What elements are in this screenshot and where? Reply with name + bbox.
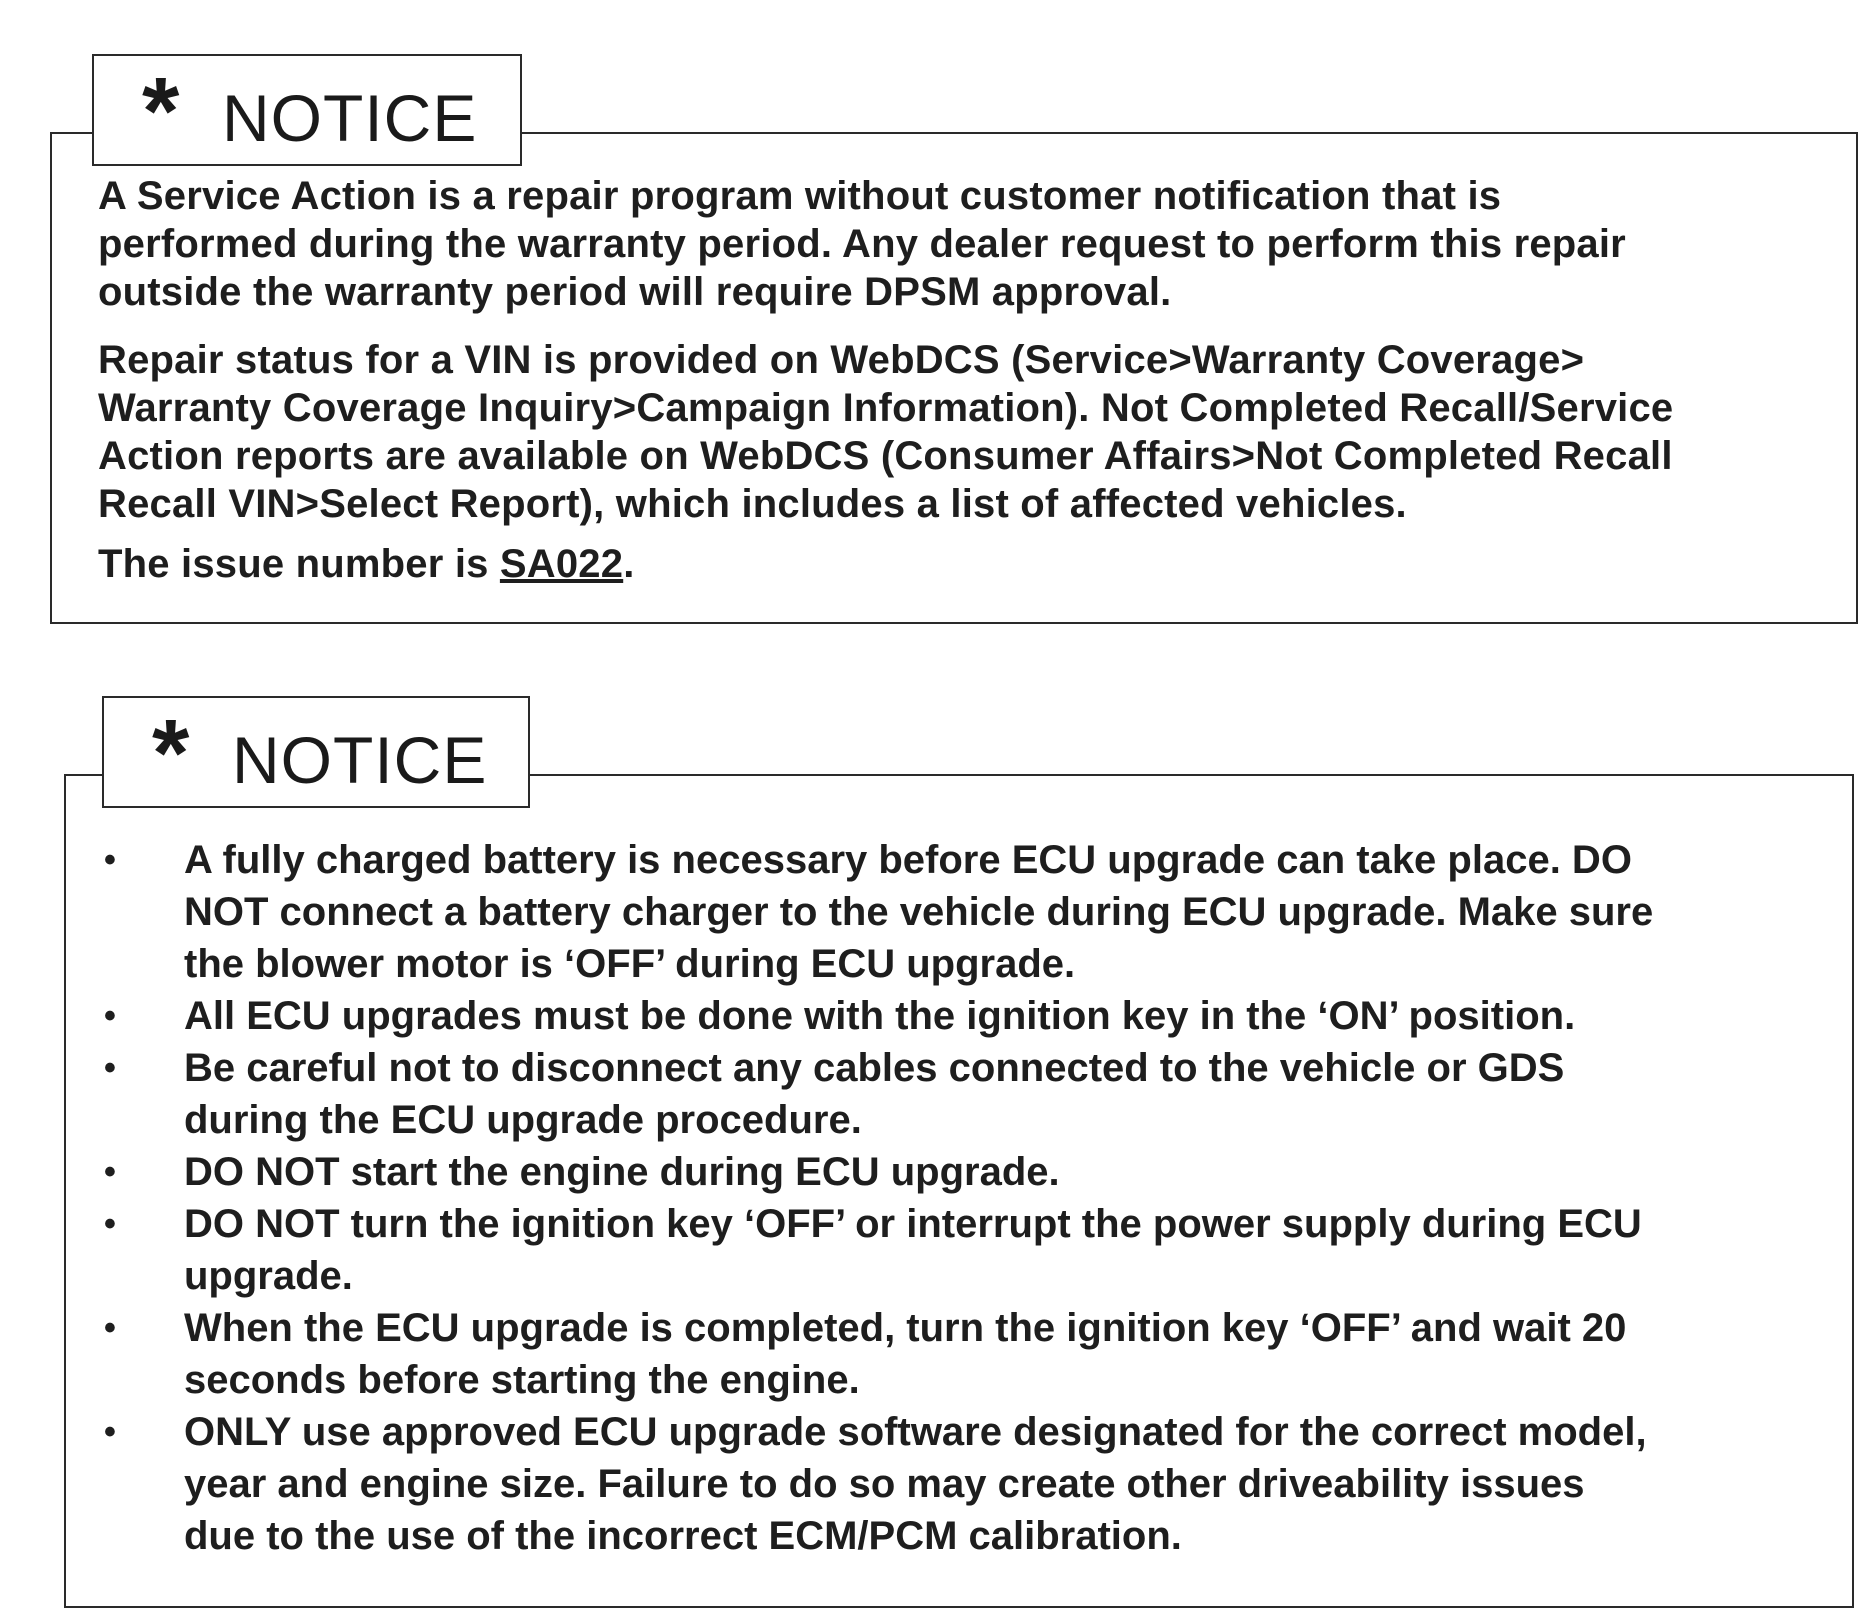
notice-heading: NOTICE xyxy=(232,723,488,797)
text-line: Action reports are available on WebDCS (Consumer Affairs>Not Completed Recall xyxy=(98,434,1673,478)
text-line: Recall VIN>Select Report), which includes a list of affected vehicles. xyxy=(98,482,1407,526)
notice-tab-2 xyxy=(102,696,530,808)
list-item xyxy=(104,990,1824,1042)
issue-number: SA022 xyxy=(499,542,624,586)
text-line: Warranty Coverage Inquiry>Campaign Information). Not Completed Recall/Service xyxy=(98,386,1674,430)
text-line: All ECU upgrades must be done with the ignition key in the ‘ON’ position. xyxy=(184,994,1576,1038)
notice-heading: NOTICE xyxy=(222,81,478,155)
text-line: A fully charged battery is necessary before ECU upgrade can take place. DO xyxy=(184,838,1632,882)
text-line: A Service Action is a repair program without customer notification that is xyxy=(98,174,1502,218)
bullet-icon: • xyxy=(104,1309,116,1347)
bullet-icon: • xyxy=(104,1153,116,1191)
text-line: during the ECU upgrade procedure. xyxy=(184,1098,862,1142)
notice1-paragraph-1 xyxy=(98,172,1838,316)
bullet-icon: • xyxy=(104,997,116,1035)
text-line: DO NOT start the engine during ECU upgrade. xyxy=(184,1150,1060,1194)
text-line: ONLY use approved ECU upgrade software designated for the correct model, xyxy=(184,1410,1647,1454)
list-item xyxy=(104,834,1824,990)
list-item xyxy=(104,1146,1824,1198)
text-line: due to the use of the incorrect ECM/PCM calibration. xyxy=(184,1514,1182,1558)
bullet-icon: • xyxy=(104,841,116,879)
text-line: outside the warranty period will require DPSM approval. xyxy=(98,270,1172,314)
list-item xyxy=(104,1042,1824,1146)
text-line: Repair status for a VIN is provided on WebDCS (Service>Warranty Coverage> xyxy=(98,338,1585,382)
list-item xyxy=(104,1198,1824,1302)
ecu-upgrade-bullet-list xyxy=(104,834,1824,1562)
text-line: performed during the warranty period. Any dealer request to perform this repair xyxy=(98,222,1626,266)
list-item xyxy=(104,1406,1824,1562)
text-line: the blower motor is ‘OFF’ during ECU upgrade. xyxy=(184,942,1076,986)
asterisk-icon: * xyxy=(142,58,180,165)
bullet-icon: • xyxy=(104,1205,116,1243)
notice-tab-1 xyxy=(92,54,522,166)
text-line: Be careful not to disconnect any cables connected to the vehicle or GDS xyxy=(184,1046,1565,1090)
bullet-icon: • xyxy=(104,1413,116,1451)
asterisk-icon: * xyxy=(152,700,190,807)
text-line: seconds before starting the engine. xyxy=(184,1358,860,1402)
issue-prefix: The issue number is xyxy=(98,542,500,586)
text-line: When the ECU upgrade is completed, turn the ignition key ‘OFF’ and wait 20 xyxy=(184,1306,1627,1350)
text-line: upgrade. xyxy=(184,1254,353,1298)
bullet-icon: • xyxy=(104,1049,116,1087)
issue-line xyxy=(98,540,1838,588)
text-line: NOT connect a battery charger to the vehicle during ECU upgrade. Make sure xyxy=(184,890,1654,934)
text-line: DO NOT turn the ignition key ‘OFF’ or interrupt the power supply during ECU xyxy=(184,1202,1642,1246)
list-item xyxy=(104,1302,1824,1406)
notice1-issue-line xyxy=(98,540,1838,588)
notice1-paragraph-2 xyxy=(98,336,1838,528)
issue-suffix: . xyxy=(623,542,635,586)
text-line: year and engine size. Failure to do so may create other driveability issues xyxy=(184,1462,1585,1506)
